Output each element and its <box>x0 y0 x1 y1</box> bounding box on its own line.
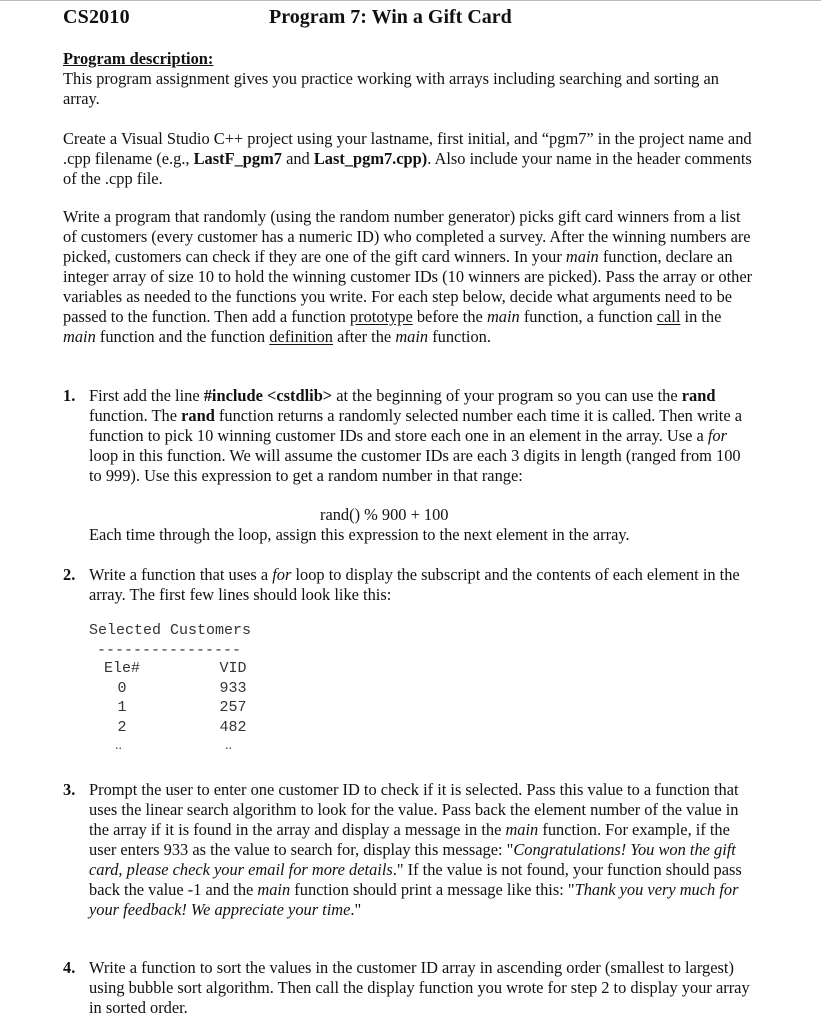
example-file-name: Last_pgm7.cpp) <box>313 149 428 168</box>
step1-text-b: at the beginning of your program so you can use the <box>332 386 682 405</box>
step3-text-a: Prompt the user to enter one customer ID to check if it is selected. Pass this value to a function that uses the linear search algorithm to look for the value. Pass back the element number of the value in the array if it is found in the array and display a message in the <box>89 780 739 839</box>
description-heading: Program description: <box>63 49 214 68</box>
step-number: 3. <box>63 780 76 799</box>
vid-cell: 933 <box>219 679 247 697</box>
include-directive: #include <cstdlib> <box>203 386 333 405</box>
requirements-text-2: function, declare an integer array of size 10 to hold the winning customer IDs (10 winners are picked). Pass the array or other variables as needed to the functions you write. For each step below, decide what arguments need to be passed to the function. Then add a function <box>63 247 753 326</box>
vid-cell: 257 <box>219 699 247 716</box>
term-definition: definition <box>269 327 333 346</box>
sample-vid-column <box>208 659 258 737</box>
step3-text-b: function. For example, if the user enters 933 as the value to search for, display this message: " <box>89 820 730 859</box>
sample-output-rule: ---------------- <box>97 642 242 659</box>
keyword-main: main <box>257 880 291 899</box>
keyword-rand: rand <box>681 386 716 405</box>
step-number: 2. <box>63 565 76 584</box>
keyword-main: main <box>63 327 96 346</box>
example-project-name: LastF_pgm7 <box>193 149 282 168</box>
sample-ele-column <box>97 659 147 737</box>
step1-text-c: function. The <box>89 406 182 425</box>
step-number: 1. <box>63 386 76 405</box>
ele-cell: 2 <box>117 718 127 736</box>
step1-text-e: loop in this function. We will assume the customer IDs are each 3 digits in length (ranged from 100 to 999). Use this expression to get a random number in that range: <box>89 446 741 485</box>
step2-text-a: Write a function that uses a <box>89 565 273 584</box>
term-prototype: prototype <box>349 307 413 326</box>
requirements-text-7: after the <box>332 327 396 346</box>
requirements-text-4: function, a function <box>519 307 657 326</box>
keyword-rand: rand <box>181 406 215 425</box>
sample-output-title: Selected Customers <box>89 622 252 639</box>
congratulations-message: Congratulations! You won the gift card, please check your email for more details <box>89 840 736 879</box>
keyword-for: for <box>707 426 727 445</box>
step1-text-a: First add the line <box>89 386 204 405</box>
create-project-text-1: Create a Visual Studio C++ project using your lastname, first initial, and “pgm7” in the project name and .cpp filename (e.g., <box>63 129 752 168</box>
vid-cell: 482 <box>219 718 247 736</box>
ellipsis-vid: .. <box>225 738 232 753</box>
ele-cell: 0 <box>117 679 127 697</box>
keyword-main: main <box>486 307 520 326</box>
keyword-main: main <box>395 327 429 346</box>
requirements-text-5: in the <box>680 307 722 326</box>
requirements-text-8: function. <box>428 327 491 346</box>
step3-text-e: ." <box>350 900 362 919</box>
assignment-title: Program 7: Win a Gift Card <box>269 6 512 28</box>
step-1 <box>63 386 753 486</box>
step-2 <box>63 565 753 605</box>
step2-text-b: loop to display the subscript and the contents of each element in the array. The first few lines should look like this: <box>89 565 740 604</box>
requirements-text-1: Write a program that randomly (using the random number generator) picks gift card winners from a list of customers (every customer has a numeric ID) who completed a survey. After the winning numbers are picked, customers can check if they are one of the gift card winners. In your <box>63 207 751 266</box>
thank-you-message: Thank you very much for your feedback! We appreciate your time <box>89 880 739 919</box>
create-project-paragraph <box>63 129 753 189</box>
requirements-text-6: function and the function <box>95 327 270 346</box>
step-4 <box>63 958 753 1018</box>
step-3 <box>63 780 753 920</box>
keyword-main: main <box>565 247 599 266</box>
step3-text-d: function should print a message like this: " <box>290 880 575 899</box>
create-project-text-3: . Also include your name in the header comments of the .cpp file. <box>63 149 752 188</box>
course-code: CS2010 <box>63 6 130 28</box>
requirements-text-3: before the <box>412 307 487 326</box>
step1-loop-note: Each time through the loop, assign this expression to the next element in the array. <box>89 525 630 544</box>
top-rule <box>0 0 821 1</box>
term-call: call <box>656 307 681 326</box>
keyword-main: main <box>505 820 539 839</box>
random-expression: rand() % 900 + 100 <box>320 505 449 524</box>
step1-text-d: function returns a randomly selected number each time it is called. Then write a function to pick 10 winning customer IDs and store each one in an element in the array. Use a <box>89 406 743 445</box>
keyword-for: for <box>272 565 292 584</box>
program-description <box>63 49 753 109</box>
ele-cell: 1 <box>117 699 127 716</box>
step-number: 4. <box>63 958 76 977</box>
description-text: This program assignment gives you practice working with arrays including searching and sorting an array. <box>63 69 719 108</box>
ele-header: Ele# <box>103 660 140 677</box>
step4-text: Write a function to sort the values in the customer ID array in ascending order (smallest to largest) using bubble sort algorithm. Then call the display function you wrote for step 2 to display your array in sorted order. <box>89 958 750 1017</box>
ellipsis-ele: .. <box>115 738 122 753</box>
program-requirements-paragraph <box>63 207 753 347</box>
vid-header: VID <box>219 660 247 677</box>
step3-text-c: ." If the value is not found, your function should pass back the value -1 and the <box>89 860 742 899</box>
create-project-text-2: and <box>281 149 314 168</box>
